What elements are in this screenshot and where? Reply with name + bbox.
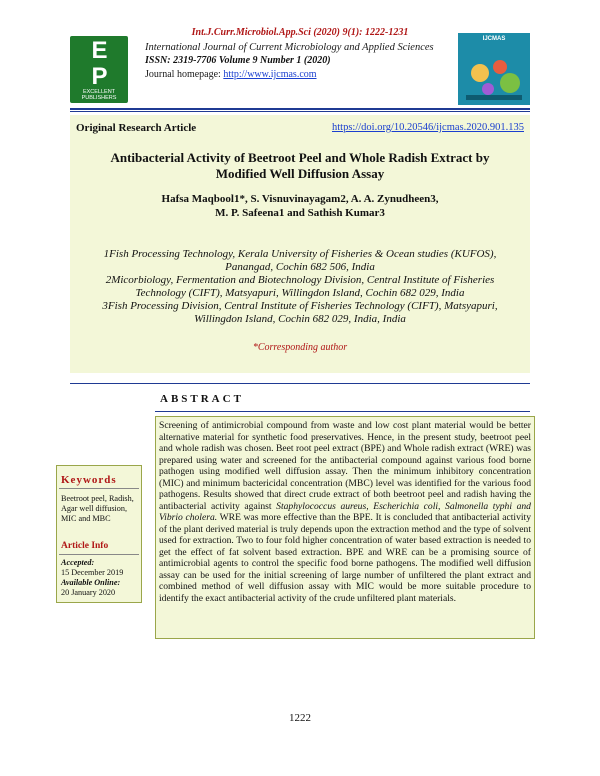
affiliation-line: Panangad, Cochin 682 506, India [225,261,375,273]
title-line-2: Modified Well Diffusion Assay [215,166,385,181]
article-info-rule [59,554,139,555]
article-info-heading: Article Info [61,541,109,551]
keywords-heading: Keywords [61,474,117,486]
doi-link[interactable]: https://doi.org/10.20546/ijcmas.2020.901.135 [331,122,524,133]
abstract-species: Staphylococcus aureus, Escherichia coli, Salmonella typhi and Vibrio cholera. [159,500,531,523]
cover-title: IJCMAS [482,36,506,42]
affiliation-line: Technology (CIFT), Matsyapuri, Willingdon Island, Cochin 682 029, India [135,287,465,299]
author-list [70,192,530,220]
journal-cover-image [458,33,530,105]
logo-letter-e: E [91,37,107,64]
article-info-text [61,558,139,598]
corresponding-author-note: *Corresponding author [252,342,348,353]
page-number: 1222 [289,712,311,724]
affiliation-line: 1Fish Processing Technology, Kerala University of Fisheries & Ocean studies (KUFOS), [103,248,497,260]
keywords-rule [59,488,139,489]
abstract-rule [155,411,530,412]
abstract-heading: ABSTRACT [160,393,244,405]
keywords-text: Beetroot peel, Radish, Agar well diffusion, MIC and MBC [61,494,134,523]
homepage-link[interactable]: http://www.ijcmas.com [223,69,317,80]
logo-publisher-text: EXCELLENT PUBLISHERS [81,89,117,101]
affiliations [70,248,530,326]
accepted-date: 15 December 2019 [61,568,124,577]
article-type: Original Research Article [76,122,197,134]
running-head: Int.J.Curr.Microbiol.App.Sci (2020) 9(1): 1222-1231 [191,27,409,38]
article-title [70,150,530,182]
cover-illustration-icon [458,33,530,105]
abstract-text [155,416,535,639]
abstract-part-1: Screening of antimicrobial compound from waste and low cost plant material would be better alternative material for synthetic food preservatives. Hence, in the present study, beetroot peel and whole radish was chosen. Beet root peel extract (BPE) and Whole radish extract (WRE) was prepared using water and screened for the antibacterial compound against various food borne pathogen using modified well diffusion assay. Then the minimum inhibitory concentration (MIC) and minimum bactericidal concentration (MBC) level was identified for the various food pathogens. Results showed that direct crude extract of both beetroot peel and radish having the antibacterial activity against [159,420,531,512]
affiliation-line: 2Micorbiology, Fermentation and Biotechnology Division, Central Institute of Fisheries [105,274,495,286]
available-label: Available Online: [61,578,121,587]
sidebar-box [56,465,142,603]
authors-line-2: M. P. Safeena1 and Sathish Kumar3 [215,207,385,219]
journal-homepage [145,69,317,80]
logo-letter-p: P [91,63,107,90]
homepage-label: Journal homepage: [145,69,224,80]
available-date: 20 January 2020 [61,588,116,597]
publisher-logo [70,36,128,103]
affiliation-line: Willingdon Island, Cochin 682 029, India, India [194,313,406,325]
accepted-label: Accepted: [61,558,95,567]
journal-issn: ISSN: 2319-7706 Volume 9 Number 1 (2020) [145,55,331,66]
header-rule [70,108,530,110]
section-rule [70,383,530,384]
title-line-1: Antibacterial Activity of Beetroot Peel and Whole Radish Extract by [110,150,490,165]
journal-name: International Journal of Current Microbiology and Applied Sciences [145,42,434,53]
header-rule-thin [70,111,530,112]
abstract-part-2: WRE was more effective than the BPE. It is concluded that antibacterial activity of the plant derived material is truly depends upon the extraction method and the type of solvent used for extraction. Two to four fold higher concentration of water based extraction is needed to get the effect of fat solvent based extraction. BPE and WRE can be a promising source of antimicrobial agents to control the specific food borne pathogens. The modified well diffusion assay can be used for the initial screening of large number of unfiltered the plant extract and combined method of well diffusion assay with MIC would be more suitable procedure to identify the exact antibacterial activity of the crude unfiltered plant materials. [159,512,531,604]
affiliation-line: 3Fish Processing Division, Central Institute of Fisheries Technology (CIFT), Matsyapuri, [102,300,498,312]
authors-line-1: Hafsa Maqbool1*, S. Visnuvinayagam2, A. A. Zynudheen3, [161,193,439,205]
